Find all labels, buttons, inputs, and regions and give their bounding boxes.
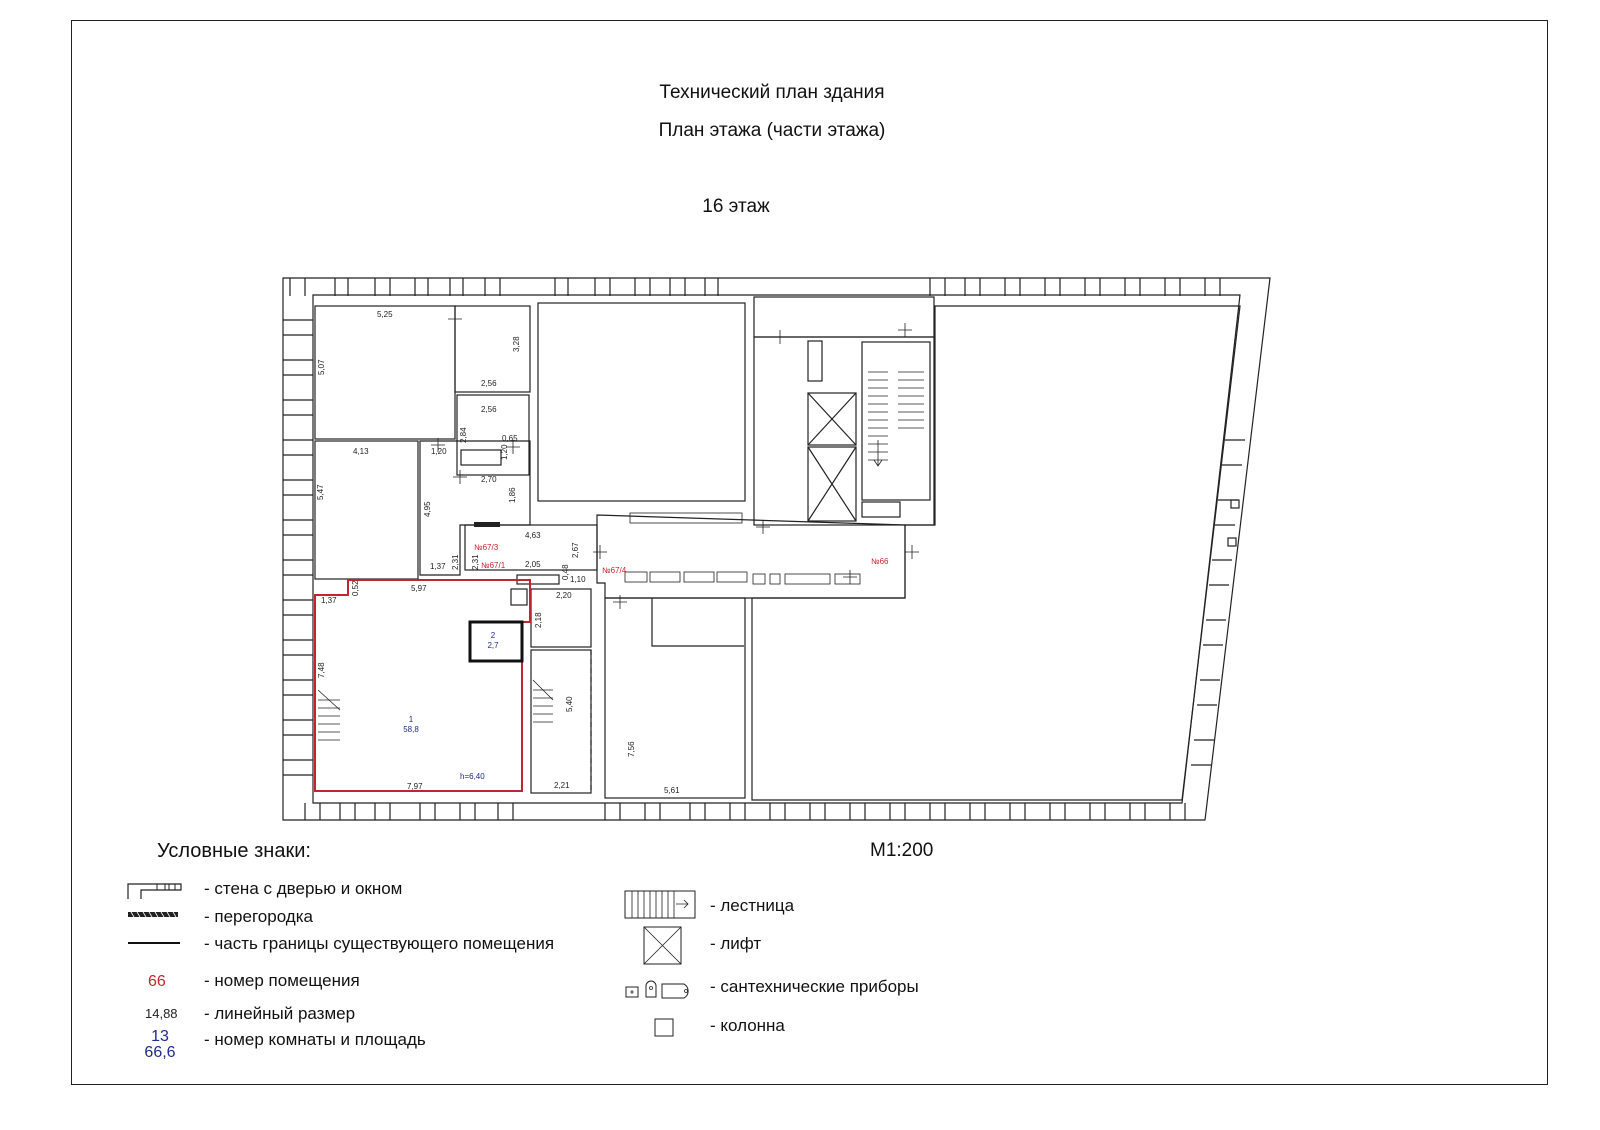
legend-label-elevator: - лифт <box>710 934 762 953</box>
legend-label-dimension: - линейный размер <box>204 1004 356 1023</box>
premises-number: №66 <box>871 557 889 566</box>
legend-label-boundary: - часть границы существующего помещения <box>204 934 555 953</box>
room-left-mid <box>315 441 418 579</box>
boundary-line-icon <box>128 940 182 946</box>
partition <box>474 522 500 527</box>
dim-label: 2,70 <box>481 475 497 484</box>
dim-label: 1,37 <box>321 596 337 605</box>
legend-label-premises: - номер помещения <box>204 971 360 990</box>
dim-label: 2,21 <box>554 781 570 790</box>
corridor-67-4 <box>597 515 905 598</box>
dim-label: 2,56 <box>481 379 497 388</box>
legend-label-plumbing: - сантехнические приборы <box>710 977 919 996</box>
big-hall <box>752 306 1240 800</box>
dim-label: 0,52 <box>351 580 360 596</box>
window-piers-top <box>290 278 1220 296</box>
dim-label: 2,20 <box>556 591 572 600</box>
dim-label: 2,67 <box>571 542 580 558</box>
stair-block <box>511 589 527 605</box>
legend-sample-room-number: 13 <box>151 1028 169 1045</box>
room-1-height: h=6,40 <box>460 772 485 781</box>
floor-label: 16 этаж <box>702 196 770 217</box>
stair-core <box>862 342 930 500</box>
scale-label: М1:200 <box>870 840 934 861</box>
room-stair-b <box>531 650 591 793</box>
dim-label: 2,05 <box>525 560 541 569</box>
dim-label: 2,56 <box>481 405 497 414</box>
dim-label: 1,20 <box>500 444 509 460</box>
premises-number: №67/3 <box>474 543 499 552</box>
room-2-area: 2,7 <box>487 641 499 650</box>
dim-label: 7,48 <box>317 662 326 678</box>
dim-label: 1,37 <box>430 562 446 571</box>
legend-sample-premises: 66 <box>148 973 166 990</box>
dim-label: 5,61 <box>664 786 680 795</box>
legend-label-partition: - перегородка <box>204 907 313 926</box>
dim-label: 1,10 <box>570 575 586 584</box>
dim-label: 5,97 <box>411 584 427 593</box>
dim-label: 5,47 <box>316 484 325 500</box>
dim-label: 4,95 <box>423 501 432 517</box>
legend-sample-room-area: 66,6 <box>144 1044 176 1061</box>
room-lower-mid <box>605 598 745 798</box>
legend-label-column: - колонна <box>710 1016 785 1035</box>
outer-wall <box>283 278 1270 820</box>
dim-label: 4,13 <box>353 447 369 456</box>
room-1-boundary <box>315 580 530 791</box>
elevator-icon <box>643 926 683 966</box>
dimension-labels <box>316 310 680 795</box>
dim-label: 7,97 <box>407 782 423 791</box>
staircase-icon <box>624 890 696 920</box>
room-1-area: 58,8 <box>403 725 419 734</box>
dim-label: 5,40 <box>565 696 574 712</box>
dim-label: 5,07 <box>317 359 326 375</box>
core <box>754 337 934 525</box>
partition-icon <box>128 911 180 919</box>
room-1-number: 1 <box>408 715 414 724</box>
inner-wall <box>313 295 1240 803</box>
dim-label: 2,31 <box>451 554 460 570</box>
room-2-number: 2 <box>490 631 496 640</box>
dim-label: 4,63 <box>525 531 541 540</box>
wall-door-window-icon <box>127 880 183 900</box>
bathtub <box>461 450 501 465</box>
dim-label: 1,20 <box>431 447 447 456</box>
dim-label: 7,56 <box>627 741 636 757</box>
legend-label-room-area: - номер комнаты и площадь <box>204 1030 426 1049</box>
column-icon <box>654 1018 676 1038</box>
room-top-left <box>315 306 455 439</box>
core-top <box>754 297 934 337</box>
dim-label: 0,65 <box>502 434 518 443</box>
window-piers-bottom <box>305 803 1185 820</box>
dim-label: 3,28 <box>512 336 521 352</box>
document-title: Технический план здания <box>659 82 885 103</box>
stairs-room-1 <box>318 690 340 740</box>
dim-label: 0,48 <box>561 564 570 580</box>
window-piers-left <box>283 320 313 775</box>
central-block <box>538 303 745 501</box>
legend-label-wall: - стена с дверью и окном <box>204 879 403 898</box>
dim-label: 2,31 <box>471 554 480 570</box>
premises-number: №67/1 <box>481 561 506 570</box>
dim-label: 1,86 <box>508 487 517 503</box>
premises-number: №67/4 <box>602 566 627 575</box>
legend-sample-dimension: 14,88 <box>145 1006 178 1021</box>
legend-label-staircase: - лестница <box>710 896 795 915</box>
document-subtitle: План этажа (части этажа) <box>658 120 886 141</box>
dim-label: 2,18 <box>534 612 543 628</box>
plumbing-icon <box>624 980 696 1000</box>
dim-label: 5,25 <box>377 310 393 319</box>
dim-label: 2,84 <box>459 427 468 443</box>
legend-title: Условные знаки: <box>157 840 311 862</box>
